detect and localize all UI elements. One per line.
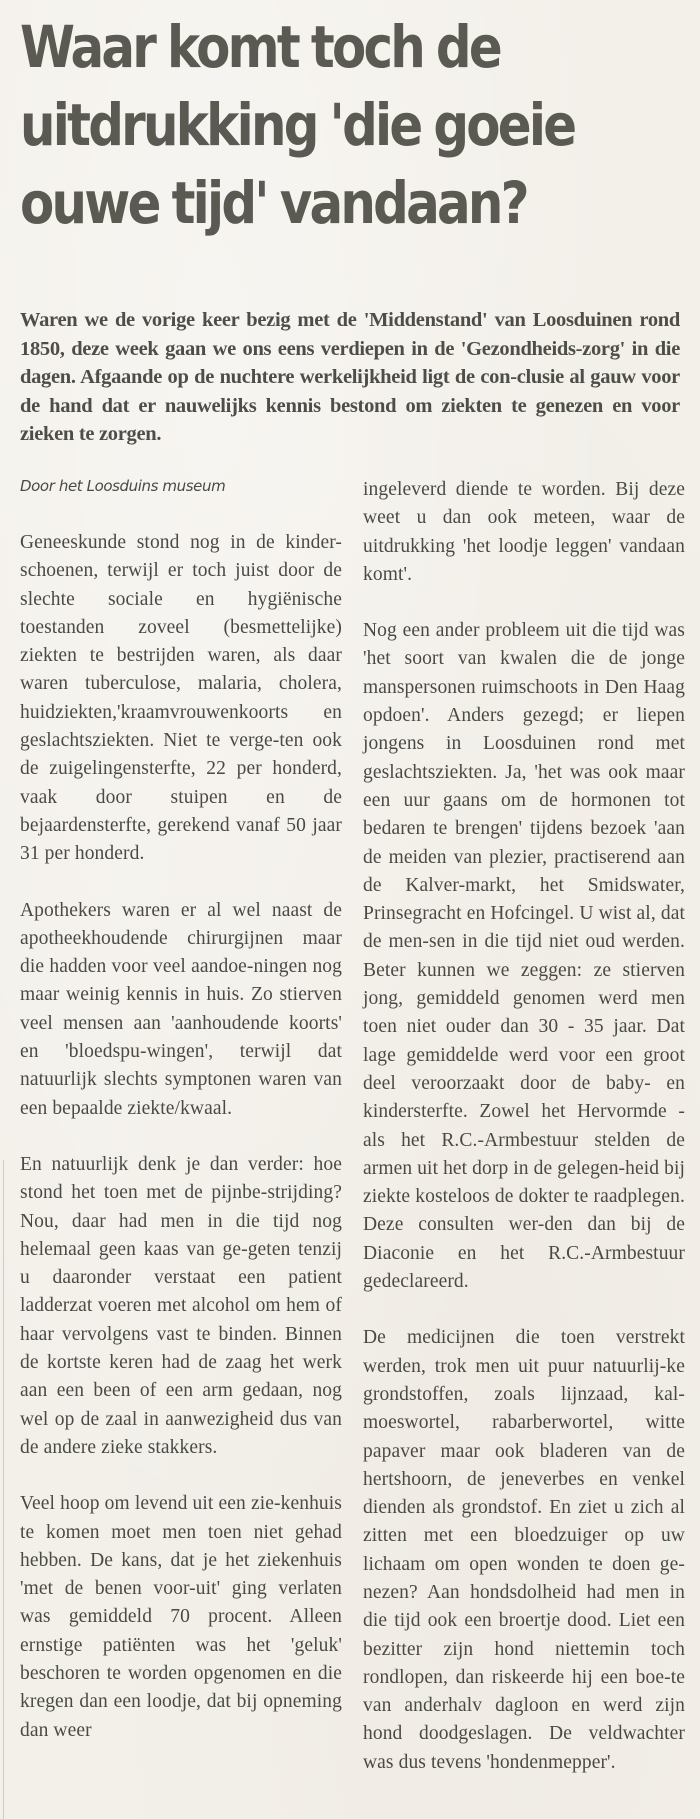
article-intro: Waren we de vorige keer bezig met de 'Middenstand' van Loosduinen rond 1850, deze week gaan we ons eens verdiepen in de 'Gezondheids-zorg' in die dagen. Afgaande op de nuchtere werkelijkheid ligt de con-clusie al gauw voor de hand dat er nauwelijks kennis bestond om ziekten te genezen en voor zieken te zorgen. [20,309,680,445]
article-byline: Door het Loosduins museum [20,477,226,495]
left-paragraph-2: Apothekers waren er al wel naast de apotheekhoudende chirurgijnen maar die hadden voor veel aandoe-ningen nog maar weinig kennis in huis. Zo stierven veel mensen aan 'aanhoudende koorts' en 'bloedspu-wingen', terwijl dat natuurlijk slechts symptonen waren van een bepaalde ziekte/kwaal. [20,899,342,1119]
right-paragraph-2: Nog een ander probleem uit die tijd was 'het soort van kwalen die de jonge manspersonen ruimschoots in Den Haag opdoen'. Anders gezegd; er liepen jongens in Loosduinen rond met geslachtsziekten. Ja, 'het was ook maar een uur gaans om de hormonen tot bedaren te brengen' tijdens bezoek 'aan de meiden van plezier, practiserend aan de Kalver-markt, het Smidswater, Prinsegracht en Hofcingel. U wist al, dat de men-sen in die tijd niet oud werden. Beter kunnen we zeggen: ze stierven jong, gemiddeld genomen werd men toen niet ouder dan 30 - 35 jaar. Dat lage gemiddelde werd voor een groot deel veroorzaakt door de baby- en kindersterfte. Zowel het Hervormde - als het R.C.-Armbestuur stelden de armen uit het dorp in de gelegen-heid bij ziekte kosteloos de dokter te raadplegen. Deze consulten wer-den dan bij de Diaconie en het R.C.-Armbestuur gedeclareerd. [363,620,685,1293]
left-paragraph-4: Veel hoop om levend uit een zie-kenhuis te komen moet men toen niet gehad hebben. De kans, dat je het ziekenhuis 'met de benen voor-uit' ging verlaten was gemiddeld 70 procent. Alleen ernstige patiënten was het 'geluk' beschoren te worden opgenomen en die kregen dan een loodje, dat bij opneming dan weer [20,1493,342,1741]
right-paragraph-3: De medicijnen die toen verstrekt werden, trok men uit puur natuurlij-ke grondstoffen, zoals lijnzaad, kal-moeswortel, rabarberwortel, witte papaver maar ook bladeren van de hertshoorn, de jeneverbes en venkel dienden als grondstof. En ziet u zich al zitten met een bloedzuiger op uw lichaam om open wonden te doen ge-nezen? Aan hondsdolheid had men in die tijd ook een broertje dood. Liet een bezitter zijn hond niettemin toch rondlopen, dan riskeerde hij een boe-te van anderhalv dagloon en werd zijn hond doodgeslagen. De veldwachter was dus tevens 'hondenmepper'. [363,1327,685,1773]
right-column [363,476,685,1805]
left-paragraph-1: Geneeskunde stond nog in de kinder-schoenen, terwijl er toch juist door de slechte sociale en hygiënische toestanden zoveel (besmettelijke) ziekten te bestrijden waren, als daar waren tuberculose, malaria, cholera, huidziekten,'kraamvrouwenkoorts en geslachtsziekten. Niet te verge-ten ook de zuigelingensterfte, 22 per honderd, vaak door stuipen en de bejaardensterfte, gerekend vanaf 50 jaar 31 per honderd. [20,532,342,865]
left-paragraph-3: En natuurlijk denk je dan verder: hoe stond het toen met de pijnbe-strijding? Nou, daar had men in die tijd nog helemaal geen kaas van ge-geten tenzij u daaronder verstaat een patient ladderzat voeren met alcohol om hem of haar vervolgens vast te binden. Binnen de kortste keren had de zaag het werk aan een been of een arm gedaan, nog wel op de zaal in aanwezigheid dus van de andere zieke stakkers. [20,1153,342,1458]
left-column [20,476,342,1773]
column-edge-rule [3,1160,4,1819]
right-paragraph-1: ingeleverd diende te worden. Bij deze weet u dan ook meteen, waar de uitdrukking 'het loodje leggen' vandaan komt'. [363,479,685,585]
article-headline: Waar komt toch de uitdrukking 'die goeie ouwe tijd' vandaan? [20,13,575,237]
